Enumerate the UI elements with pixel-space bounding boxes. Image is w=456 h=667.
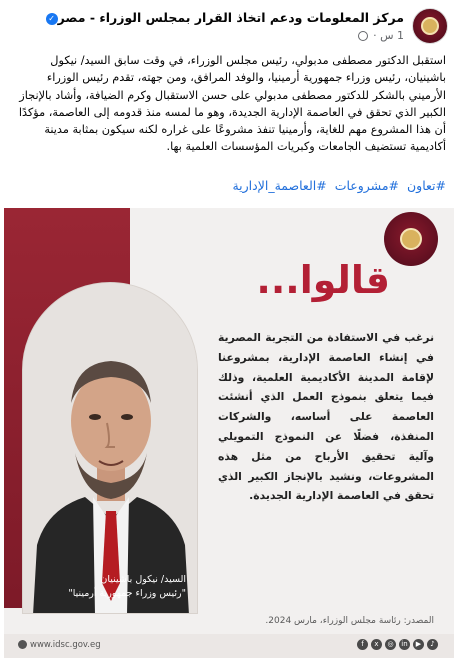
web-icon <box>18 640 27 649</box>
meta-separator: · <box>373 29 377 42</box>
seal-logo-icon <box>421 17 439 35</box>
post-meta <box>358 29 404 42</box>
speaker-name: السيد/ نيكول باشينيان <box>100 574 186 585</box>
card-title: قالوا... <box>256 258 390 302</box>
tiktok-icon: ♪ <box>427 639 438 650</box>
instagram-icon: ◎ <box>385 639 396 650</box>
page-avatar[interactable] <box>412 8 448 44</box>
post-image[interactable] <box>4 208 454 658</box>
hashtags <box>228 178 446 193</box>
globe-icon <box>358 31 368 41</box>
hashtag-link[interactable]: #العاصمة_الإدارية <box>232 178 327 193</box>
website-text: www.idsc.gov.eg <box>30 640 101 650</box>
website-link <box>18 640 101 650</box>
youtube-icon: ▶ <box>413 639 424 650</box>
post-body-text: استقبل الدكتور مصطفى مدبولي، رئيس مجلس الوزراء، في وقت سابق السيد/ نيكول باشينيان، رئيس وزراء جمهورية أرمينيا، والوفد المرافق، ومن جهته، تقدم رئيس الوزراء الأرميني بالشكر للدكتور مصطفى مدبولي على حسن الاستقبال وكرم الضيافة، وأشاد بالإنجاز الكبير الذي تحقق في العاصمة الإدارية الجديدة، وهو ما لمسه منذ قدومه إلى العاصمة، مؤكدًا أن هذا المشروع مهم للغاية، وأرمينيا تنفذ مشروعًا على غراره لكنه سيكون بمثابة مدينة أكاديمية تستضيف الجامعات وكبريات المؤسسات العلمية بها. <box>18 54 446 154</box>
linkedin-icon: in <box>399 639 410 650</box>
post-timestamp[interactable]: 1 س <box>380 29 404 42</box>
hashtag-link[interactable]: #مشروعات <box>334 178 399 193</box>
x-icon: x <box>371 639 382 650</box>
seal-logo-icon <box>400 228 422 250</box>
page-name-link[interactable] <box>42 10 404 25</box>
source-note: المصدر: رئاسة مجلس الوزراء، مارس 2024. <box>265 616 434 626</box>
social-icons <box>357 639 438 650</box>
facebook-icon: f <box>357 639 368 650</box>
speaker-role: "رئيس وزراء جمهورية أرمينيا" <box>68 588 186 599</box>
quote-text: نرغب في الاستفادة من التجربة المصرية في إنشاء العاصمة الإدارية، بمشروعنا لإقامة المدينة الأكاديمية العلمية، وذلك فيما يتعلق بنموذج العمل الذي أنشئت العاصمة على أساسه، والشركات المنفذة، فضلًا عن النموذج التمويلي وآلية تحقيق الأرباح من مثل هذه المشروعات، ونشيد بالإنجاز الكبير الذي تحقق في العاصمة الإدارية الجديدة. <box>218 331 434 503</box>
idsc-logo <box>384 212 438 266</box>
speaker-caption <box>22 564 198 614</box>
post-header <box>8 6 448 46</box>
verified-badge-icon: ✓ <box>46 13 58 25</box>
card-footer <box>4 634 454 658</box>
page-name-text: مركز المعلومات ودعم اتخاذ القرار بمجلس الوزراء - مصر <box>57 10 404 25</box>
hashtag-link[interactable]: #تعاون <box>406 178 446 193</box>
